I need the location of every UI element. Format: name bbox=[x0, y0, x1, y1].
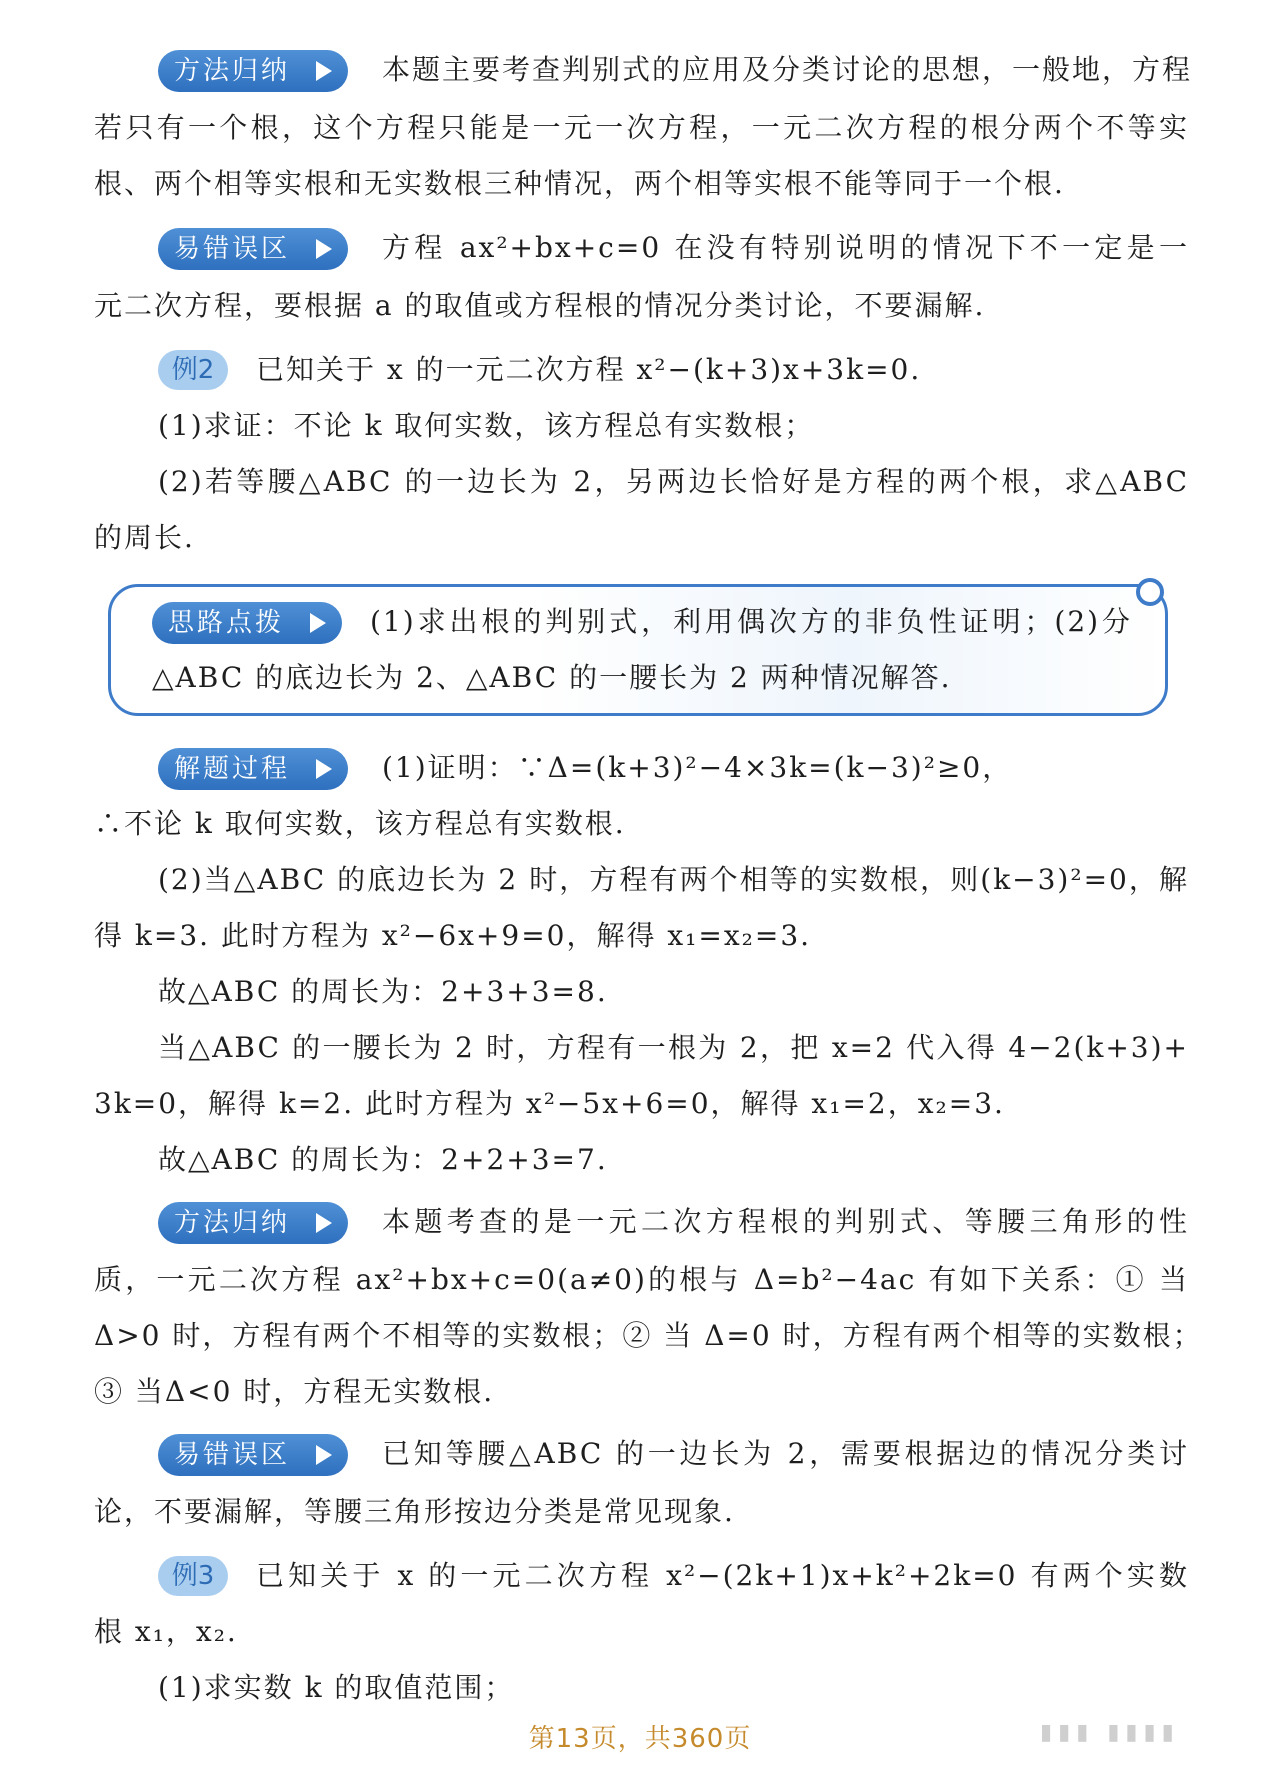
error1-line-1: 方程 ax²+bx+c=0 在没有特别说明的情况下不一定是一 bbox=[382, 231, 1189, 264]
method-summary-tag: 方法归纳 bbox=[158, 50, 348, 92]
solution-line-2: ∴不论 k 取何实数，该方程总有实数根. bbox=[94, 807, 626, 840]
example-3-tag: 例3 bbox=[158, 1556, 228, 1596]
example-2-stem: 已知关于 x 的一元二次方程 x²−(k+3)x+3k=0. bbox=[256, 353, 922, 386]
solution-tag: 解题过程 bbox=[158, 748, 348, 790]
paperclip-icon bbox=[1136, 578, 1164, 606]
method1-line-2: 若只有一个根，这个方程只能是一元一次方程，一元二次方程的根分两个不等实 bbox=[94, 111, 1189, 144]
example-2-question-2-line-2: 的周长. bbox=[94, 521, 195, 554]
error1-line-2: 元二次方程，要根据 a 的取值或方程根的情况分类讨论，不要漏解. bbox=[94, 289, 986, 322]
example-3-stem: 已知关于 x 的一元二次方程 x²−(2k+1)x+k²+2k=0 有两个实数 bbox=[256, 1559, 1189, 1592]
example-2-question-2-line-1: (2)若等腰△ABC 的一边长为 2，另两边长恰好是方程的两个根，求△ABC bbox=[158, 465, 1189, 498]
common-error-tag: 易错误区 bbox=[158, 228, 348, 270]
solution-line-7: 3k=0，解得 k=2. 此时方程为 x²−5x+6=0，解得 x₁=2，x₂=3. bbox=[94, 1087, 1005, 1120]
hint-line-1: (1)求出根的判别式，利用偶次方的非负性证明；(2)分 bbox=[370, 605, 1132, 638]
common-error-tag-2: 易错误区 bbox=[158, 1434, 348, 1476]
method1-line-3: 根、两个相等实根和无实数根三种情况，两个相等实根不能等同于一个根. bbox=[94, 167, 1065, 200]
method2-line-2: 质，一元二次方程 ax²+bx+c=0(a≠0)的根与 Δ=b²−4ac 有如下关系：① 当 bbox=[94, 1263, 1189, 1296]
hint-tag: 思路点拨 bbox=[152, 602, 342, 644]
error2-line-2: 论，不要漏解，等腰三角形按边分类是常见现象. bbox=[94, 1495, 735, 1528]
method1-line-1: 本题主要考查判别式的应用及分类讨论的思想，一般地，方程 bbox=[382, 53, 1193, 86]
solution-line-6: 当△ABC 的一腰长为 2 时，方程有一根为 2，把 x=2 代入得 4−2(k+3)+ bbox=[158, 1031, 1189, 1064]
error2-line-1: 已知等腰△ABC 的一边长为 2，需要根据边的情况分类讨 bbox=[382, 1437, 1189, 1470]
solution-line-5: 故△ABC 的周长为：2+3+3=8. bbox=[158, 975, 608, 1008]
watermark-mark: ▮▮▮ ▮▮▮▮ bbox=[1040, 1720, 1180, 1745]
hint-line-2: △ABC 的底边长为 2、△ABC 的一腰长为 2 两种情况解答. bbox=[152, 661, 952, 694]
play-arrow-icon bbox=[310, 613, 326, 633]
play-arrow-icon bbox=[316, 759, 332, 779]
example-3-question-1: (1)求实数 k 的取值范围； bbox=[158, 1671, 515, 1704]
example-3-stem-line-2: 根 x₁，x₂. bbox=[94, 1615, 238, 1648]
solution-line-8: 故△ABC 的周长为：2+2+3=7. bbox=[158, 1143, 608, 1176]
play-arrow-icon bbox=[316, 1213, 332, 1233]
page-number: 第13页，共360页 bbox=[528, 1724, 752, 1754]
solution-line-3: (2)当△ABC 的底边长为 2 时，方程有两个相等的实数根，则(k−3)²=0，解 bbox=[158, 863, 1189, 896]
play-arrow-icon bbox=[316, 61, 332, 81]
method2-line-3: Δ>0 时，方程有两个不相等的实数根；② 当 Δ=0 时，方程有两个相等的实数根； bbox=[94, 1319, 1203, 1352]
solution-line-1: (1)证明：∵Δ=(k+3)²−4×3k=(k−3)²≥0， bbox=[382, 751, 1013, 784]
play-arrow-icon bbox=[316, 1445, 332, 1465]
example-2-tag: 例2 bbox=[158, 350, 228, 390]
solution-line-4: 得 k=3. 此时方程为 x²−6x+9=0，解得 x₁=x₂=3. bbox=[94, 919, 812, 952]
example-2-question-1: (1)求证：不论 k 取何实数，该方程总有实数根； bbox=[158, 409, 815, 442]
method2-line-1: 本题考查的是一元二次方程根的判别式、等腰三角形的性 bbox=[382, 1205, 1189, 1238]
play-arrow-icon bbox=[316, 239, 332, 259]
method2-line-4: ③ 当Δ<0 时，方程无实数根. bbox=[94, 1375, 495, 1408]
method-summary-tag-2: 方法归纳 bbox=[158, 1202, 348, 1244]
